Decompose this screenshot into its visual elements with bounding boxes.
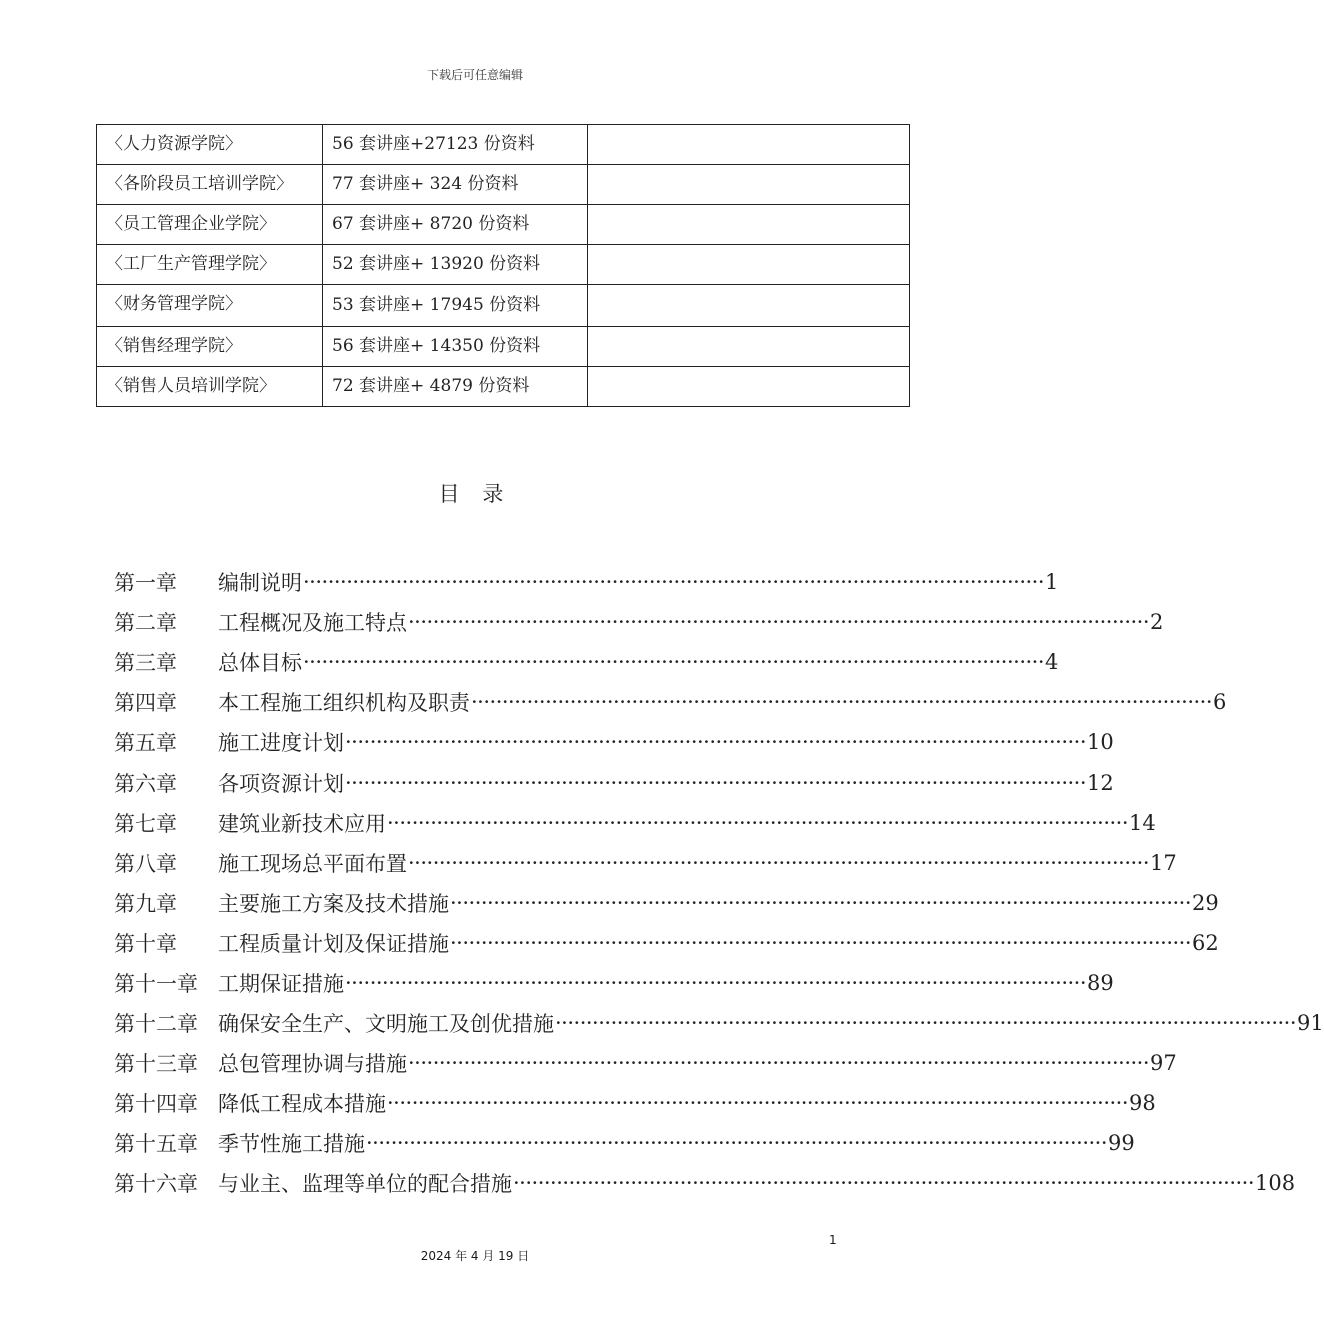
toc-chapter-label: 第十六章 xyxy=(114,1172,198,1197)
toc-dot-leader: ························································································································ xyxy=(345,970,1087,995)
toc-chapter-label: 第三章 xyxy=(114,651,177,676)
toc-page-number: 4 xyxy=(1045,650,1059,675)
table-cell-content: 67 套讲座+ 8720 份资料 xyxy=(323,205,588,245)
table-cell-name: 〈销售人员培训学院〉 xyxy=(97,367,323,407)
toc-chapter-label: 第四章 xyxy=(114,691,177,716)
toc-chapter-title: 工期保证措施 xyxy=(218,971,344,996)
toc-entry xyxy=(114,923,1219,963)
resource-table xyxy=(96,124,910,407)
toc-page-number: 17 xyxy=(1150,850,1177,875)
toc-chapter-label: 第十一章 xyxy=(114,971,198,996)
toc-page-number: 91 xyxy=(1297,1011,1324,1036)
table-cell-content: 56 套讲座+27123 份资料 xyxy=(323,125,588,165)
toc-dot-leader: ························································································································ xyxy=(450,930,1192,955)
toc-entry xyxy=(114,1003,1324,1043)
toc-entry xyxy=(114,803,1156,843)
table-cell-content: 77 套讲座+ 324 份资料 xyxy=(323,165,588,205)
toc-dot-leader: ························································································································ xyxy=(303,570,1045,595)
table-cell-name: 〈工厂生产管理学院〉 xyxy=(97,245,323,285)
toc-dot-leader: ························································································································ xyxy=(303,650,1045,675)
toc-dot-leader: ························································································································ xyxy=(450,890,1192,915)
toc-page-number: 62 xyxy=(1192,930,1219,955)
table-cell-extra xyxy=(588,205,910,245)
toc-entry xyxy=(114,963,1114,1003)
toc-entry xyxy=(114,682,1227,722)
table-row xyxy=(97,327,910,367)
toc-chapter-title: 总包管理协调与措施 xyxy=(218,1052,407,1077)
table-cell-content: 72 套讲座+ 4879 份资料 xyxy=(323,367,588,407)
toc-chapter-label: 第一章 xyxy=(114,571,177,596)
toc-page-number: 97 xyxy=(1150,1051,1177,1076)
toc-dot-leader: ························································································································ xyxy=(366,1131,1108,1156)
toc-chapter-label: 第五章 xyxy=(114,731,177,756)
toc-page-number: 1 xyxy=(1045,570,1059,595)
toc-chapter-title: 本工程施工组织机构及职责 xyxy=(218,691,470,716)
table-cell-name: 〈各阶段员工培训学院〉 xyxy=(97,165,323,205)
toc-title: 目 录 xyxy=(438,482,512,506)
toc-chapter-title: 主要施工方案及技术措施 xyxy=(218,891,449,916)
footer-date: 2024 年 4 月 19 日 xyxy=(420,1249,530,1263)
toc-chapter-title: 施工现场总平面布置 xyxy=(218,851,407,876)
toc-chapter-label: 第九章 xyxy=(114,891,177,916)
toc-dot-leader: ························································································································ xyxy=(408,850,1150,875)
toc-page-number: 2 xyxy=(1150,610,1164,635)
toc-page-number: 29 xyxy=(1192,890,1219,915)
toc-chapter-label: 第十四章 xyxy=(114,1092,198,1117)
toc-entry xyxy=(114,722,1114,762)
table-row xyxy=(97,367,910,407)
toc-chapter-title: 工程质量计划及保证措施 xyxy=(218,931,449,956)
table-cell-content: 56 套讲座+ 14350 份资料 xyxy=(323,327,588,367)
table-cell-extra xyxy=(588,125,910,165)
table-cell-extra xyxy=(588,245,910,285)
table-cell-name: 〈员工管理企业学院〉 xyxy=(97,205,323,245)
toc-dot-leader: ························································································································ xyxy=(408,610,1150,635)
toc-dot-leader: ························································································································ xyxy=(513,1171,1255,1196)
table-row xyxy=(97,205,910,245)
toc-page-number: 99 xyxy=(1108,1131,1135,1156)
toc-dot-leader: ························································································································ xyxy=(387,1091,1129,1116)
toc-chapter-title: 施工进度计划 xyxy=(218,731,344,756)
table-cell-name: 〈财务管理学院〉 xyxy=(97,285,323,327)
toc-chapter-label: 第六章 xyxy=(114,771,177,796)
toc-page-number: 98 xyxy=(1129,1091,1156,1116)
table-row xyxy=(97,285,910,327)
toc-page-number: 108 xyxy=(1255,1171,1296,1196)
toc-chapter-label: 第十二章 xyxy=(114,1012,198,1037)
table-row xyxy=(97,165,910,205)
toc-entry xyxy=(114,762,1114,802)
toc-dot-leader: ························································································································ xyxy=(408,1051,1150,1076)
table-cell-extra xyxy=(588,367,910,407)
table-cell-name: 〈人力资源学院〉 xyxy=(97,125,323,165)
toc-chapter-label: 第十五章 xyxy=(114,1132,198,1157)
toc-chapter-title: 工程概况及施工特点 xyxy=(218,611,407,636)
toc-entry xyxy=(114,642,1059,682)
toc-chapter-title: 确保安全生产、文明施工及创优措施 xyxy=(218,1012,554,1037)
toc-chapter-title: 建筑业新技术应用 xyxy=(218,811,386,836)
table-cell-extra xyxy=(588,327,910,367)
toc-entry xyxy=(114,1163,1296,1203)
toc-page-number: 10 xyxy=(1087,730,1114,755)
toc-page-number: 89 xyxy=(1087,970,1114,995)
toc-entry xyxy=(114,562,1059,602)
toc-page-number: 12 xyxy=(1087,770,1114,795)
toc-chapter-title: 与业主、监理等单位的配合措施 xyxy=(218,1172,512,1197)
toc-entry xyxy=(114,1043,1177,1083)
table-cell-content: 53 套讲座+ 17945 份资料 xyxy=(323,285,588,327)
toc-dot-leader: ························································································································ xyxy=(471,690,1213,715)
toc-entry xyxy=(114,883,1219,923)
table-cell-extra xyxy=(588,285,910,327)
toc-entry xyxy=(114,843,1177,883)
toc-entry xyxy=(114,602,1164,642)
toc-dot-leader: ························································································································ xyxy=(345,730,1087,755)
page-number: 1 xyxy=(829,1233,837,1247)
table-of-contents xyxy=(114,562,1324,1204)
toc-chapter-title: 总体目标 xyxy=(218,651,302,676)
toc-chapter-title: 编制说明 xyxy=(218,571,302,596)
toc-chapter-label: 第十章 xyxy=(114,931,177,956)
table-row xyxy=(97,125,910,165)
toc-chapter-label: 第七章 xyxy=(114,811,177,836)
header-note: 下载后可任意编辑 xyxy=(426,68,523,82)
toc-chapter-title: 降低工程成本措施 xyxy=(218,1092,386,1117)
toc-entry xyxy=(114,1123,1135,1163)
table-cell-name: 〈销售经理学院〉 xyxy=(97,327,323,367)
table-cell-extra xyxy=(588,165,910,205)
toc-chapter-title: 季节性施工措施 xyxy=(218,1132,365,1157)
toc-chapter-label: 第八章 xyxy=(114,851,177,876)
toc-chapter-title: 各项资源计划 xyxy=(218,771,344,796)
toc-dot-leader: ························································································································ xyxy=(345,770,1087,795)
toc-dot-leader: ························································································································ xyxy=(387,810,1129,835)
toc-entry xyxy=(114,1083,1156,1123)
toc-page-number: 6 xyxy=(1213,690,1227,715)
table-row xyxy=(97,245,910,285)
table-cell-content: 52 套讲座+ 13920 份资料 xyxy=(323,245,588,285)
toc-dot-leader: ························································································································ xyxy=(555,1011,1297,1036)
toc-chapter-label: 第二章 xyxy=(114,611,177,636)
toc-page-number: 14 xyxy=(1129,810,1156,835)
toc-chapter-label: 第十三章 xyxy=(114,1052,198,1077)
